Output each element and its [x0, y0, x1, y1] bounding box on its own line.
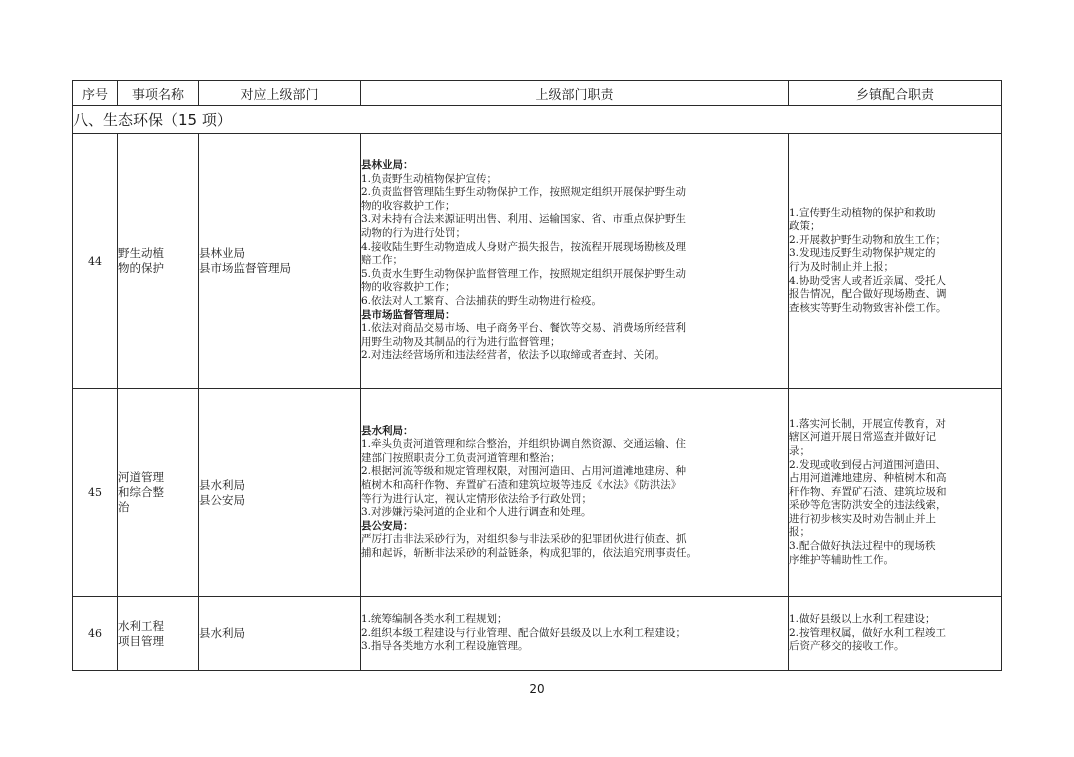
duty-line: 2.组织本级工程建设与行业管理、配合做好县级及以上水利工程建设；	[361, 626, 687, 639]
town-duty-line: 4.协助受害人或者近亲属、受托人	[789, 274, 947, 287]
duty-line: 赔工作；	[361, 254, 403, 267]
duty-line: 2.对违法经营场所和违法经营者，依法予以取缔或者查封、关闭。	[361, 349, 666, 362]
town-duty-line: 序维护等辅助性工作。	[789, 553, 894, 566]
item-name	[118, 597, 199, 671]
duty-line: 1.牵头负责河道管理和综合整治，并组织协调自然资源、交通运输、住	[361, 438, 687, 451]
town-duties-cell	[789, 134, 1002, 389]
town-duty-line: 2.按管理权属，做好水利工程竣工	[789, 626, 947, 639]
dept-cell	[199, 134, 361, 389]
upper-duties-cell	[361, 597, 789, 671]
town-duty-line: 秆作物、弃置矿石渣、建筑垃圾和	[789, 485, 947, 498]
upper-duties-cell	[361, 389, 789, 597]
dept-name: 县水利局	[199, 626, 245, 640]
header-row	[73, 81, 1002, 106]
dept-name: 县市场监督管理局	[199, 261, 291, 275]
header-upper-duties: 上级部门职责	[361, 81, 789, 106]
dept-heading: 县市场监督管理局：	[361, 308, 456, 321]
duty-line: 6.依法对人工繁育、合法捕获的野生动物进行检疫。	[361, 294, 603, 307]
item-name	[118, 134, 199, 389]
duty-line: 1.负责野生动植物保护宣传；	[361, 172, 498, 185]
town-duty-line: 查核实等野生动物致害补偿工作。	[789, 301, 947, 314]
town-duty-line: 3.发现违反野生动物保护规定的	[789, 247, 936, 260]
town-duty-line: 1.落实河长制，开展宣传教育，对	[789, 417, 947, 430]
dept-cell	[199, 597, 361, 671]
town-duty-line: 辖区河道开展日常巡查并做好记	[789, 431, 936, 444]
section-title: 八、生态环保（15 项）	[73, 106, 1002, 134]
town-duty-line: 2.开展救护野生动物和放生工作；	[789, 233, 947, 246]
duty-line: 用野生动物及其制品的行为进行监督管理；	[361, 335, 561, 348]
duty-line: 等行为进行认定，视认定情形依法给予行政处罚；	[361, 492, 592, 505]
duty-line: 物的收容救护工作；	[361, 281, 456, 294]
item-name-line: 项目管理	[118, 633, 164, 648]
duty-line: 动物的行为进行处罚；	[361, 227, 466, 240]
town-duty-line: 行为及时制止并上报；	[789, 261, 894, 273]
item-name-line: 野生动植	[118, 246, 164, 260]
duty-line: 1.依法对商品交易市场、电子商务平台、餐饮等交易、消费场所经营利	[361, 322, 687, 335]
page-number: 20	[529, 682, 545, 696]
town-duty-line: 报；	[789, 526, 810, 539]
item-name-line: 和综合整	[118, 485, 164, 499]
header-town-duties: 乡镇配合职责	[789, 81, 1002, 106]
duty-line: 2.根据河流等级和规定管理权限，对围河造田、占用河道滩地建房、种	[361, 465, 687, 478]
item-name	[118, 389, 199, 597]
dept-cell	[199, 389, 361, 597]
duty-line: 1.统筹编制各类水利工程规划；	[361, 613, 508, 626]
duty-line: 3.对未持有合法来源证明出售、利用、运输国家、省、市重点保护野生	[361, 213, 687, 226]
item-name-line: 河道管理	[118, 470, 164, 484]
town-duty-line: 3.配合做好执法过程中的现场秩	[789, 540, 936, 553]
duty-line: 3.对涉嫌污染河道的企业和个人进行调查和处理。	[361, 506, 592, 519]
table-row	[73, 134, 1002, 389]
row-number: 45	[73, 389, 118, 597]
town-duties-cell	[789, 389, 1002, 597]
row-number: 44	[73, 134, 118, 389]
duty-line: 植树木和高秆作物、弃置矿石渣和建筑垃圾等违反《水法》《防洪法》	[361, 478, 682, 491]
dept-heading: 县公安局：	[361, 519, 414, 532]
town-duty-line: 2.发现或收到侵占河道围河造田、	[789, 458, 947, 471]
dept-heading: 县水利局：	[361, 424, 414, 437]
duty-line: 5.负责水生野生动物保护监督管理工作，按照规定组织开展保护野生动	[361, 267, 687, 280]
duty-line: 4.接收陆生野生动物造成人身财产损失报告，按流程开展现场勘核及理	[361, 240, 687, 253]
header-name: 事项名称	[118, 81, 199, 106]
town-duty-line: 后资产移交的接收工作。	[789, 640, 905, 653]
duty-line: 物的收容救护工作；	[361, 199, 456, 212]
town-duty-line: 占用河道滩地建房、种植树木和高	[789, 472, 947, 485]
duty-line: 严厉打击非法采砂行为，对组织参与非法采砂的犯罪团伙进行侦查、抓	[361, 533, 687, 546]
town-duty-line: 录；	[789, 444, 810, 457]
town-duty-line: 进行初步核实及时劝告制止并上	[789, 512, 936, 525]
header-num: 序号	[73, 81, 118, 106]
town-duty-line: 1.做好县级以上水利工程建设；	[789, 613, 936, 626]
dept-name: 县水利局	[199, 477, 245, 492]
duty-line: 3.指导各类地方水利工程设施管理。	[361, 640, 529, 653]
responsibility-table	[72, 80, 1002, 671]
item-name-line: 物的保护	[118, 261, 164, 275]
header-dept: 对应上级部门	[199, 81, 361, 106]
town-duty-line: 采砂等危害防洪安全的违法线索，	[789, 499, 947, 512]
upper-duties-cell	[361, 134, 789, 389]
town-duty-line: 报告情况，配合做好现场勘查、调	[789, 288, 947, 301]
town-duties-cell	[789, 597, 1002, 671]
duty-line: 捕和起诉，斩断非法采砂的利益链条，构成犯罪的，依法追究刑事责任。	[361, 546, 697, 559]
duty-line: 建部门按照职责分工负责河道管理和整治；	[361, 451, 561, 464]
item-name-line: 水利工程	[118, 618, 164, 633]
town-duty-line: 1.宣传野生动植物的保护和救助	[789, 206, 936, 219]
row-number: 46	[73, 597, 118, 671]
item-name-line: 治	[118, 500, 130, 514]
table-row	[73, 389, 1002, 597]
table-row	[73, 597, 1002, 671]
town-duty-line: 政策；	[789, 220, 821, 233]
dept-name: 县林业局	[199, 246, 245, 260]
dept-heading: 县林业局：	[361, 159, 414, 172]
duty-line: 2.负责监督管理陆生野生动物保护工作，按照规定组织开展保护野生动	[361, 186, 687, 199]
dept-name: 县公安局	[199, 492, 245, 507]
section-row	[73, 106, 1002, 134]
